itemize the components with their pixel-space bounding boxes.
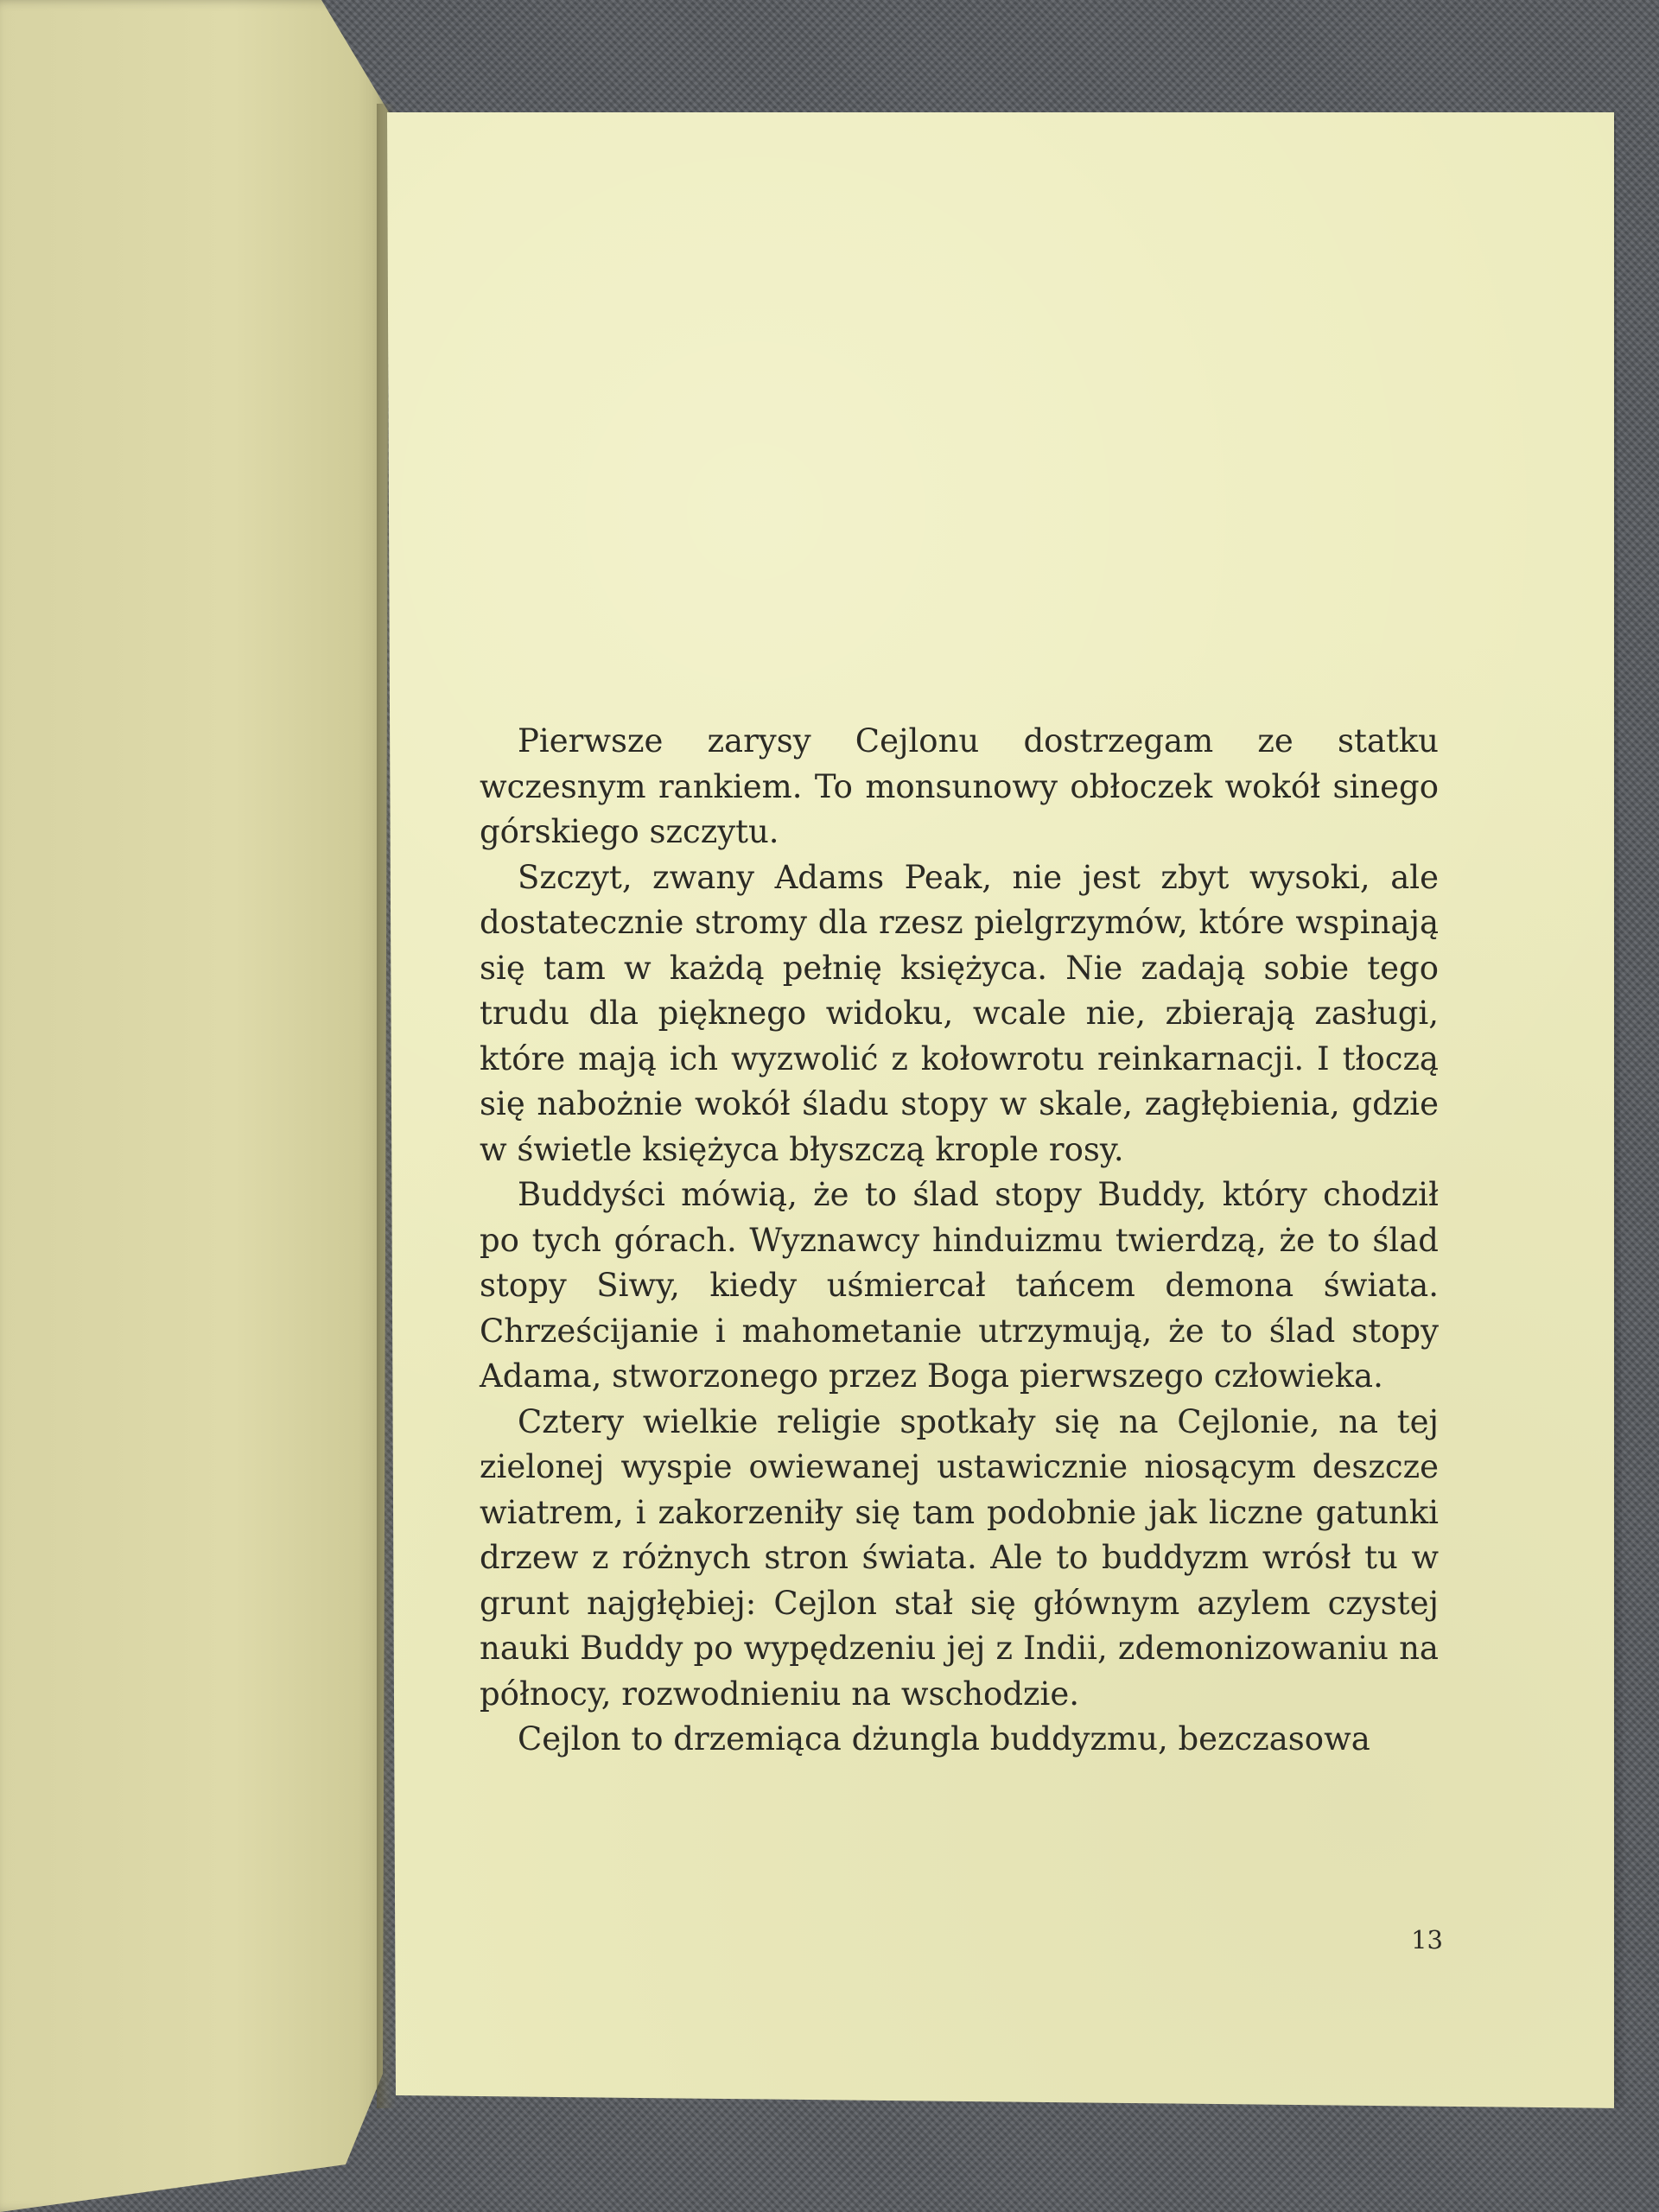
- paragraph-3: Buddyści mówią, że to ślad stopy Buddy, który chodził po tych górach. Wyznawcy hinduizmu twierdzą, że to ślad stopy Siwy, kiedy uśmiercał tańcem demona świata. Chrześcijanie i mahometanie utrzymują, że to ślad stopy Adama, stworzonego przez Boga pierwszego człowieka.: [480, 1176, 1439, 1395]
- paragraph-4: Cztery wielkie religie spotkały się na Cejlonie, na tej zielonej wyspie owiewanej ustawicznie niosącym deszcze wiatrem, i zakorzeniły się tam podobnie jak liczne gatunki drzew z różnych stron świata. Ale to buddyzm wrósł tu w grunt najgłębiej: Cejlon stał się głównym azylem czystej nauki Buddy po wypędzeniu jej z Indii, zdemonizowaniu na północy, rozwodnieniu na wschodzie.: [480, 1402, 1439, 1713]
- page-number: 13: [1411, 1925, 1443, 1955]
- paragraph-2: Szczyt, zwany Adams Peak, nie jest zbyt wysoki, ale dostatecznie stromy dla rzesz pielgrzymów, które wspinają się tam w każdą pełnię księżyca. Nie zadają sobie tego trudu dla pięknego widoku, wcale nie, zbierają zasługi, które mają ich wyzwolić z kołowrotu reinkarnacji. I tłoczą się nabożnie wokół śladu stopy w skale, zagłębienia, gdzie w świetle księżyca błyszczą krople rosy.: [480, 858, 1439, 1168]
- paragraph-1: Pierwsze zarysy Cejlonu dostrzegam ze statku wczesnym rankiem. To monsunowy obłoczek wokół sinego górskiego szczytu.: [480, 722, 1439, 850]
- paragraph-5: Cejlon to drzemiąca dżungla buddyzmu, bezczasowa: [518, 1720, 1370, 1758]
- left-page: [0, 0, 389, 2212]
- body-text: [480, 719, 1439, 1763]
